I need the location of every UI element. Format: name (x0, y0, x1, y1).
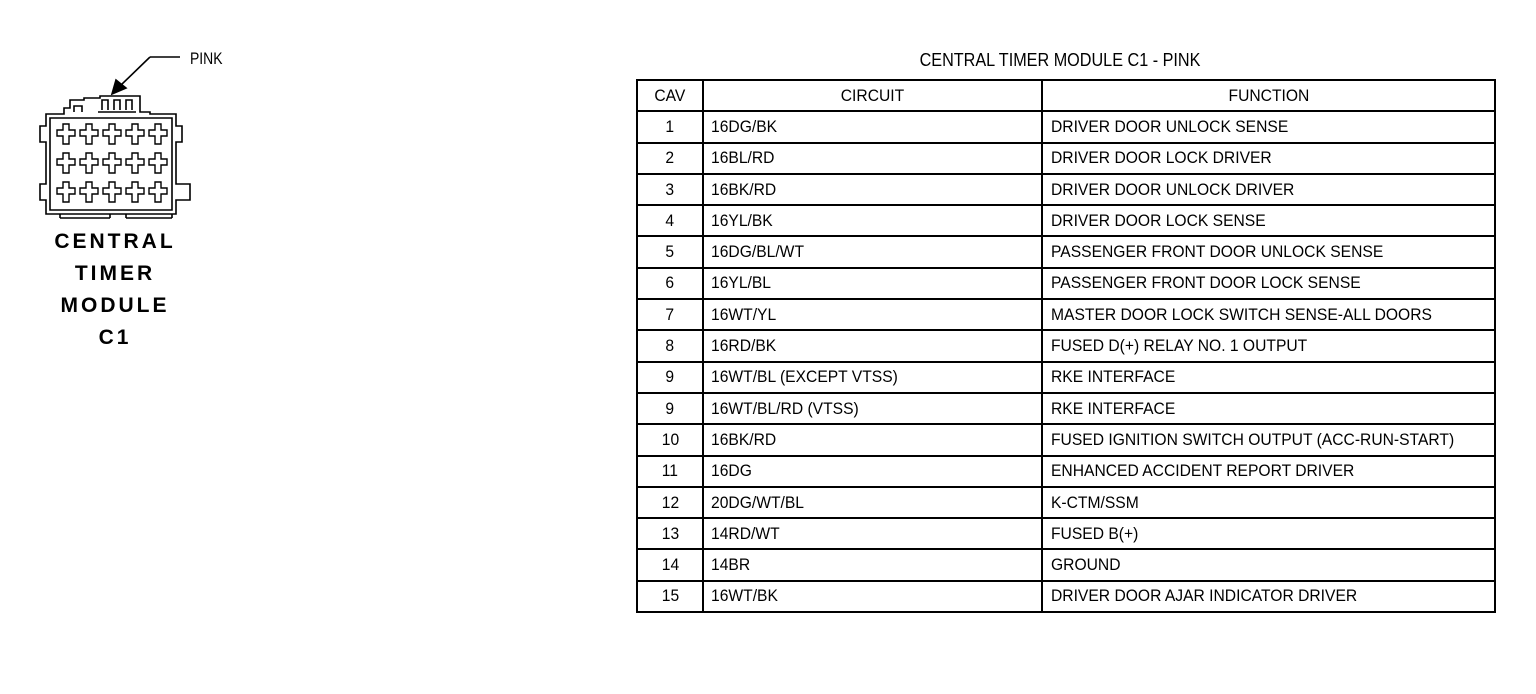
function-cell: DRIVER DOOR AJAR INDICATOR DRIVER (1042, 581, 1495, 612)
circuit-cell: 16BK/RD (703, 424, 1042, 455)
table-row (637, 362, 1495, 393)
function-cell: DRIVER DOOR LOCK SENSE (1042, 205, 1495, 236)
table-row (637, 393, 1495, 424)
cavity (149, 124, 167, 144)
cavity (80, 124, 98, 144)
function-cell: RKE INTERFACE (1042, 362, 1495, 393)
cavity (103, 153, 121, 173)
table-row (637, 143, 1495, 174)
circuit-cell: 16WT/BL/RD (VTSS) (703, 393, 1042, 424)
cav-cell: 15 (637, 581, 703, 612)
cav-cell: 12 (637, 487, 703, 518)
circuit-cell: 16YL/BK (703, 205, 1042, 236)
function-cell: K-CTM/SSM (1042, 487, 1495, 518)
circuit-cell: 16WT/BL (EXCEPT VTSS) (703, 362, 1042, 393)
connector-name-line: TIMER (74, 262, 156, 285)
table-row (637, 299, 1495, 330)
cavity (103, 124, 121, 144)
circuit-cell: 16DG/BK (703, 111, 1042, 142)
table-row (637, 487, 1495, 518)
function-cell: RKE INTERFACE (1042, 393, 1495, 424)
cavity (126, 124, 144, 144)
header-function: FUNCTION (1042, 80, 1495, 111)
cavity-grid (57, 124, 167, 202)
table-row (637, 205, 1495, 236)
cav-cell: 8 (637, 330, 703, 361)
table-title: CENTRAL TIMER MODULE C1 - PINK (919, 50, 1201, 70)
circuit-cell: 16BL/RD (703, 143, 1042, 174)
connector-face-drawing (0, 0, 300, 230)
table-row (637, 424, 1495, 455)
circuit-cell: 16WT/BK (703, 581, 1042, 612)
cavity (80, 153, 98, 173)
circuit-cell: 20DG/WT/BL (703, 487, 1042, 518)
connector-name (40, 226, 190, 354)
cavity (103, 182, 121, 202)
function-cell: GROUND (1042, 549, 1495, 580)
circuit-cell: 16DG (703, 456, 1042, 487)
cav-cell: 13 (637, 518, 703, 549)
function-cell: DRIVER DOOR LOCK DRIVER (1042, 143, 1495, 174)
function-cell: DRIVER DOOR UNLOCK SENSE (1042, 111, 1495, 142)
table-row (637, 581, 1495, 612)
cav-cell: 9 (637, 362, 703, 393)
circuit-cell: 16BK/RD (703, 174, 1042, 205)
circuit-cell: 16DG/BL/WT (703, 236, 1042, 267)
table-row (637, 236, 1495, 267)
function-cell: MASTER DOOR LOCK SWITCH SENSE-ALL DOORS (1042, 299, 1495, 330)
cav-cell: 10 (637, 424, 703, 455)
table-row (637, 268, 1495, 299)
function-cell: PASSENGER FRONT DOOR UNLOCK SENSE (1042, 236, 1495, 267)
cavity (57, 153, 75, 173)
connector-name-line: MODULE (60, 294, 170, 317)
cavity (57, 182, 75, 202)
table-row (637, 174, 1495, 205)
cavity (80, 182, 98, 202)
circuit-cell: 16YL/BL (703, 268, 1042, 299)
connector-name-line: CENTRAL (54, 230, 176, 253)
top-pin (114, 100, 120, 110)
cav-cell: 9 (637, 393, 703, 424)
cav-cell: 7 (637, 299, 703, 330)
pinout-table (636, 79, 1496, 613)
connector-color-label: PINK (190, 49, 223, 68)
function-cell: ENHANCED ACCIDENT REPORT DRIVER (1042, 456, 1495, 487)
function-cell: DRIVER DOOR UNLOCK DRIVER (1042, 174, 1495, 205)
cav-cell: 1 (637, 111, 703, 142)
cav-cell: 6 (637, 268, 703, 299)
top-pin (102, 100, 108, 110)
function-cell: FUSED B(+) (1042, 518, 1495, 549)
cavity (126, 182, 144, 202)
circuit-cell: 16WT/YL (703, 299, 1042, 330)
connector-name-line: C1 (98, 326, 132, 349)
cavity (57, 124, 75, 144)
cavity (149, 153, 167, 173)
cavity (149, 182, 167, 202)
table-row (637, 518, 1495, 549)
circuit-cell: 16RD/BK (703, 330, 1042, 361)
leader-line-diag (120, 57, 150, 86)
circuit-cell: 14RD/WT (703, 518, 1042, 549)
function-cell: PASSENGER FRONT DOOR LOCK SENSE (1042, 268, 1495, 299)
cav-cell: 5 (637, 236, 703, 267)
header-cav: CAV (637, 80, 703, 111)
table-header-row (637, 80, 1495, 111)
cavity (126, 153, 144, 173)
header-circuit: CIRCUIT (703, 80, 1042, 111)
cav-cell: 14 (637, 549, 703, 580)
top-pin (126, 100, 132, 110)
cav-cell: 4 (637, 205, 703, 236)
connector-diagram (0, 0, 300, 380)
table-row (637, 456, 1495, 487)
table-row (637, 330, 1495, 361)
table-row (637, 111, 1495, 142)
cav-cell: 3 (637, 174, 703, 205)
function-cell: FUSED IGNITION SWITCH OUTPUT (ACC-RUN-START) (1042, 424, 1495, 455)
table-row (637, 549, 1495, 580)
cav-cell: 11 (637, 456, 703, 487)
circuit-cell: 14BR (703, 549, 1042, 580)
cav-cell: 2 (637, 143, 703, 174)
function-cell: FUSED D(+) RELAY NO. 1 OUTPUT (1042, 330, 1495, 361)
